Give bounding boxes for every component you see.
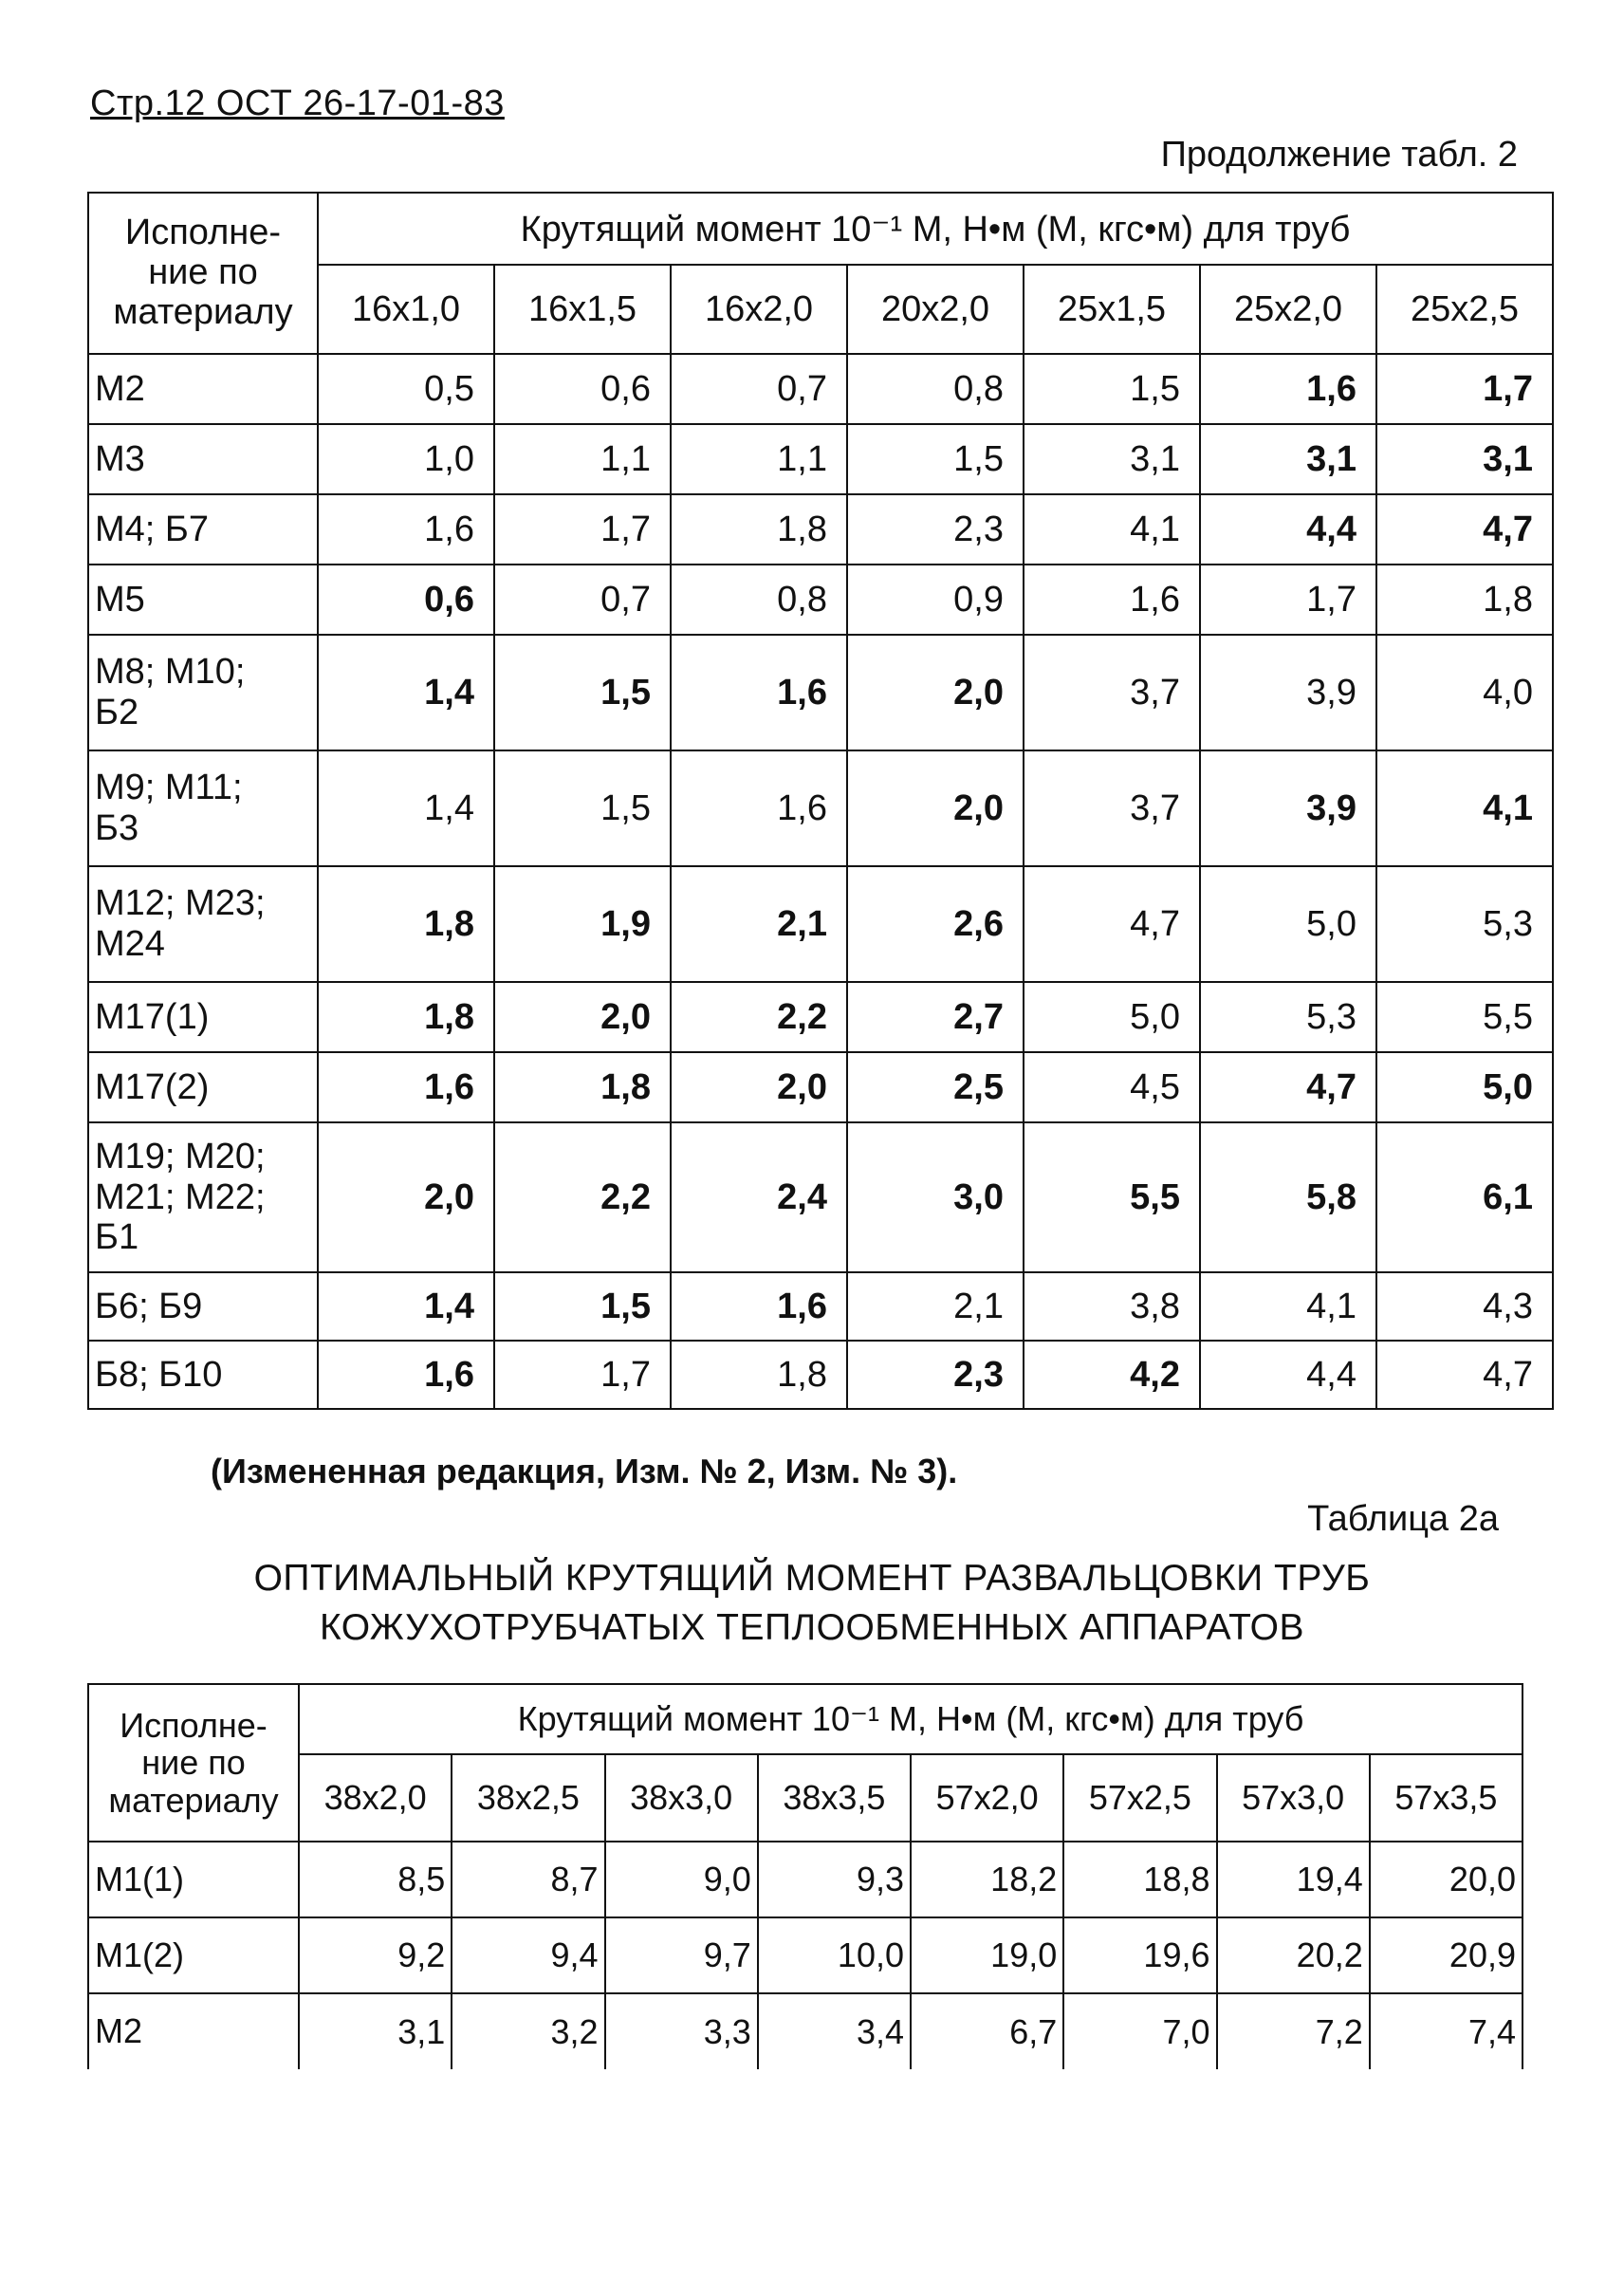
- table-2a-title-line-1: ОПТИМАЛЬНЫЙ КРУТЯЩИЙ МОМЕНТ РАЗВАЛЬЦОВКИ ТРУБ: [253, 1558, 1371, 1599]
- torque-value-cell: 2,6: [847, 866, 1024, 982]
- torque-value-cell: 1,6: [671, 750, 847, 866]
- material-name-cell: М4; Б7: [88, 494, 318, 565]
- torque-value-cell: 1,6: [671, 1272, 847, 1341]
- torque-value-cell: 2,4: [671, 1122, 847, 1272]
- material-name-cell: М8; М10; Б2: [88, 635, 318, 750]
- torque-value-cell: 9,7: [605, 1917, 758, 1993]
- torque-value-cell: 3,1: [1200, 424, 1376, 494]
- torque-value-cell: 4,7: [1200, 1052, 1376, 1122]
- table-row: [88, 565, 1553, 635]
- torque-value-cell: 0,8: [847, 354, 1024, 424]
- table-row: [88, 1341, 1553, 1409]
- material-name-cell: М12; М23; М24: [88, 866, 318, 982]
- material-name-cell: М9; М11; Б3: [88, 750, 318, 866]
- torque-value-cell: 3,1: [299, 1993, 452, 2069]
- torque-value-cell: 3,8: [1024, 1272, 1200, 1341]
- table-header-row: [88, 193, 1553, 265]
- torque-value-cell: 1,6: [671, 635, 847, 750]
- pipe-size-header: 16x1,0: [318, 265, 494, 354]
- torque-value-cell: 1,5: [494, 1272, 671, 1341]
- torque-value-cell: 1,7: [1200, 565, 1376, 635]
- torque-value-cell: 1,6: [1200, 354, 1376, 424]
- torque-table-2a: [87, 1683, 1523, 2069]
- torque-value-cell: 4,1: [1200, 1272, 1376, 1341]
- table-row: [88, 1842, 1522, 1917]
- pipe-size-header: 38x2,0: [299, 1754, 452, 1842]
- torque-value-cell: 0,9: [847, 565, 1024, 635]
- torque-value-cell: 1,8: [318, 982, 494, 1052]
- torque-value-cell: 10,0: [758, 1917, 911, 1993]
- torque-value-cell: 2,3: [847, 1341, 1024, 1409]
- torque-value-cell: 9,0: [605, 1842, 758, 1917]
- material-name-cell: Б6; Б9: [88, 1272, 318, 1341]
- torque-value-cell: 5,0: [1376, 1052, 1553, 1122]
- torque-value-cell: 2,0: [318, 1122, 494, 1272]
- torque-value-cell: 2,0: [847, 750, 1024, 866]
- torque-value-cell: 3,3: [605, 1993, 758, 2069]
- torque-value-cell: 1,7: [494, 494, 671, 565]
- table-continuation-label: Продолжение табл. 2: [1160, 135, 1518, 175]
- torque-value-cell: 8,7: [452, 1842, 604, 1917]
- material-name-cell: М17(2): [88, 1052, 318, 1122]
- torque-value-cell: 1,6: [1024, 565, 1200, 635]
- torque-value-cell: 0,7: [671, 354, 847, 424]
- revision-note: (Измененная редакция, Изм. № 2, Изм. № 3).: [211, 1452, 958, 1491]
- material-name-cell: М5: [88, 565, 318, 635]
- torque-value-cell: 6,7: [911, 1993, 1063, 2069]
- torque-value-cell: 0,5: [318, 354, 494, 424]
- material-column-header: Исполне- ние по материалу: [88, 1684, 299, 1842]
- torque-value-cell: 6,1: [1376, 1122, 1553, 1272]
- torque-value-cell: 20,2: [1217, 1917, 1370, 1993]
- torque-value-cell: 3,2: [452, 1993, 604, 2069]
- torque-value-cell: 4,1: [1376, 750, 1553, 866]
- torque-value-cell: 4,7: [1024, 866, 1200, 982]
- torque-value-cell: 1,4: [318, 750, 494, 866]
- pipe-size-header: 57x3,0: [1217, 1754, 1370, 1842]
- torque-value-cell: 4,7: [1376, 1341, 1553, 1409]
- torque-value-cell: 1,8: [318, 866, 494, 982]
- torque-value-cell: 0,6: [494, 354, 671, 424]
- material-name-cell: М2: [88, 1993, 299, 2069]
- torque-value-cell: 5,5: [1024, 1122, 1200, 1272]
- material-name-cell: М1(2): [88, 1917, 299, 1993]
- torque-value-cell: 19,6: [1063, 1917, 1216, 1993]
- torque-value-cell: 4,4: [1200, 494, 1376, 565]
- table-row: [88, 1052, 1553, 1122]
- torque-value-cell: 7,0: [1063, 1993, 1216, 2069]
- table-row: [88, 1993, 1522, 2069]
- pipe-size-header: 16x2,0: [671, 265, 847, 354]
- torque-column-header: Крутящий момент 10⁻¹ М, Н•м (М, кгс•м) для труб: [318, 193, 1553, 265]
- torque-value-cell: 5,0: [1200, 866, 1376, 982]
- table-row: [88, 1122, 1553, 1272]
- torque-value-cell: 4,5: [1024, 1052, 1200, 1122]
- table-row: [88, 354, 1553, 424]
- torque-value-cell: 1,8: [1376, 565, 1553, 635]
- torque-value-cell: 1,7: [494, 1341, 671, 1409]
- material-name-cell: М17(1): [88, 982, 318, 1052]
- torque-value-cell: 7,2: [1217, 1993, 1370, 2069]
- torque-value-cell: 1,4: [318, 635, 494, 750]
- torque-value-cell: 1,5: [494, 750, 671, 866]
- torque-value-cell: 2,0: [494, 982, 671, 1052]
- torque-value-cell: 9,4: [452, 1917, 604, 1993]
- torque-value-cell: 20,9: [1370, 1917, 1522, 1993]
- torque-value-cell: 4,4: [1200, 1341, 1376, 1409]
- torque-value-cell: 1,4: [318, 1272, 494, 1341]
- pipe-size-header: 25x1,5: [1024, 265, 1200, 354]
- torque-value-cell: 2,3: [847, 494, 1024, 565]
- torque-value-cell: 2,2: [494, 1122, 671, 1272]
- torque-value-cell: 1,5: [847, 424, 1024, 494]
- torque-value-cell: 4,3: [1376, 1272, 1553, 1341]
- torque-value-cell: 1,5: [494, 635, 671, 750]
- table-row: [88, 1917, 1522, 1993]
- pipe-size-header: 57x2,0: [911, 1754, 1063, 1842]
- torque-value-cell: 1,6: [318, 1341, 494, 1409]
- torque-value-cell: 4,0: [1376, 635, 1553, 750]
- torque-value-cell: 2,2: [671, 982, 847, 1052]
- torque-value-cell: 2,1: [847, 1272, 1024, 1341]
- table-row: [88, 982, 1553, 1052]
- torque-value-cell: 3,1: [1024, 424, 1200, 494]
- pipe-size-header: 16x1,5: [494, 265, 671, 354]
- torque-value-cell: 18,2: [911, 1842, 1063, 1917]
- torque-value-cell: 3,7: [1024, 750, 1200, 866]
- torque-value-cell: 4,1: [1024, 494, 1200, 565]
- torque-value-cell: 1,1: [494, 424, 671, 494]
- pipe-size-header: 57x2,5: [1063, 1754, 1216, 1842]
- torque-value-cell: 0,8: [671, 565, 847, 635]
- table-row: [88, 1272, 1553, 1341]
- torque-value-cell: 1,8: [671, 1341, 847, 1409]
- table-row: [88, 866, 1553, 982]
- torque-value-cell: 20,0: [1370, 1842, 1522, 1917]
- table-row: [88, 424, 1553, 494]
- torque-value-cell: 1,7: [1376, 354, 1553, 424]
- torque-value-cell: 18,8: [1063, 1842, 1216, 1917]
- torque-value-cell: 3,0: [847, 1122, 1024, 1272]
- torque-value-cell: 5,3: [1376, 866, 1553, 982]
- torque-value-cell: 4,7: [1376, 494, 1553, 565]
- torque-value-cell: 3,9: [1200, 635, 1376, 750]
- table-row: [88, 635, 1553, 750]
- torque-value-cell: 9,2: [299, 1917, 452, 1993]
- torque-value-cell: 2,5: [847, 1052, 1024, 1122]
- torque-table-1: [87, 192, 1554, 1410]
- torque-column-header: Крутящий момент 10⁻¹ М, Н•м (М, кгс•м) для труб: [299, 1684, 1522, 1754]
- torque-value-cell: 1,1: [671, 424, 847, 494]
- torque-value-cell: 5,3: [1200, 982, 1376, 1052]
- table-row: [88, 750, 1553, 866]
- torque-value-cell: 2,0: [671, 1052, 847, 1122]
- torque-value-cell: 2,1: [671, 866, 847, 982]
- torque-value-cell: 3,1: [1376, 424, 1553, 494]
- torque-value-cell: 0,7: [494, 565, 671, 635]
- torque-value-cell: 1,9: [494, 866, 671, 982]
- material-column-header: Исполне- ние по материалу: [88, 193, 318, 354]
- torque-value-cell: 1,8: [494, 1052, 671, 1122]
- torque-value-cell: 2,7: [847, 982, 1024, 1052]
- table-row: [88, 494, 1553, 565]
- torque-value-cell: 1,8: [671, 494, 847, 565]
- pipe-size-header: 25x2,5: [1376, 265, 1553, 354]
- pipe-size-header: 38x3,0: [605, 1754, 758, 1842]
- torque-value-cell: 1,6: [318, 1052, 494, 1122]
- torque-value-cell: 8,5: [299, 1842, 452, 1917]
- torque-value-cell: 9,3: [758, 1842, 911, 1917]
- material-name-cell: М19; М20; М21; М22; Б1: [88, 1122, 318, 1272]
- torque-value-cell: 1,5: [1024, 354, 1200, 424]
- torque-value-cell: 1,6: [318, 494, 494, 565]
- material-name-cell: М2: [88, 354, 318, 424]
- table-2a-title-line-2: КОЖУХОТРУБЧАТЫХ ТЕПЛООБМЕННЫХ АППАРАТОВ: [319, 1607, 1305, 1648]
- pipe-size-header: 38x2,5: [452, 1754, 604, 1842]
- table-header-row: [88, 1684, 1522, 1754]
- torque-value-cell: 3,9: [1200, 750, 1376, 866]
- pipe-size-header-row: [88, 1754, 1522, 1842]
- torque-value-cell: 5,5: [1376, 982, 1553, 1052]
- torque-value-cell: 3,4: [758, 1993, 911, 2069]
- pipe-size-header: 25x2,0: [1200, 265, 1376, 354]
- torque-value-cell: 2,0: [847, 635, 1024, 750]
- torque-value-cell: 19,0: [911, 1917, 1063, 1993]
- page-reference: Стр.12 ОСТ 26-17-01-83: [90, 83, 505, 123]
- torque-value-cell: 5,8: [1200, 1122, 1376, 1272]
- table-2a-label: Таблица 2а: [1307, 1499, 1499, 1539]
- torque-value-cell: 19,4: [1217, 1842, 1370, 1917]
- torque-value-cell: 0,6: [318, 565, 494, 635]
- pipe-size-header: 57x3,5: [1370, 1754, 1522, 1842]
- torque-value-cell: 7,4: [1370, 1993, 1522, 2069]
- torque-value-cell: 3,7: [1024, 635, 1200, 750]
- material-name-cell: Б8; Б10: [88, 1341, 318, 1409]
- pipe-size-header: 20x2,0: [847, 265, 1024, 354]
- torque-value-cell: 5,0: [1024, 982, 1200, 1052]
- material-name-cell: М1(1): [88, 1842, 299, 1917]
- pipe-size-header: 38x3,5: [758, 1754, 911, 1842]
- torque-value-cell: 4,2: [1024, 1341, 1200, 1409]
- torque-value-cell: 1,0: [318, 424, 494, 494]
- material-name-cell: М3: [88, 424, 318, 494]
